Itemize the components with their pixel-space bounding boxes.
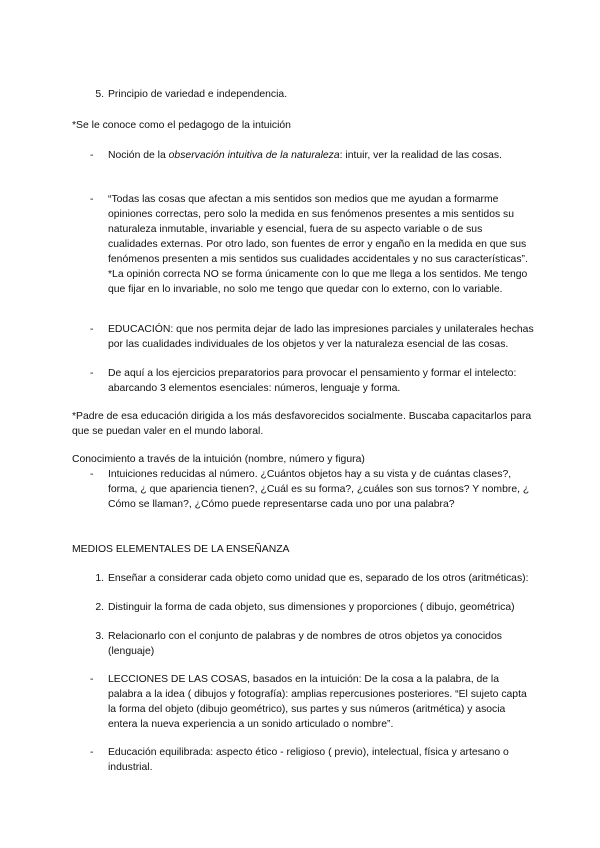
- bullet-text: EDUCACIÓN: que nos permita dejar de lado las impresiones parciales y unilaterales hechas por las cualidades individuales de los objetos y ver la naturaleza esencial de las cosas.: [108, 324, 534, 350]
- note-padre: *Padre de esa educación dirigida a los más desfavorecidos socialmente. Buscaba capacitarlos para que se puedan valer en el mundo laboral.: [72, 411, 532, 437]
- bullet-text-suffix: : intuir, ver la realidad de las cosas.: [339, 150, 502, 161]
- bullet-marker: -: [90, 194, 94, 205]
- bullet-marker: -: [90, 324, 94, 335]
- bullet-text-prefix: Noción de la: [108, 150, 169, 161]
- list-text: Principio de variedad e independencia.: [108, 89, 288, 100]
- list-number: 2.: [95, 602, 104, 613]
- bullet-marker: -: [90, 368, 94, 379]
- bullet-marker: -: [90, 674, 94, 685]
- bullet-marker: -: [90, 469, 94, 480]
- list-number: 3.: [95, 631, 104, 642]
- bullet-text: [108, 148, 534, 163]
- bullet-text: “Todas las cosas que afectan a mis sentidos son medios que me ayudan a formarme opiniones correctas, pero solo la medida en sus fenómenos presentes a mis sentidos su naturaleza inmutable, invariable y esencial, fuera de su aspecto variable o de sus cualidades externas. Por otro lado, son fuentes de error y engaño en la medida en que sus fenómenos presenten a mis sentidos sus cualidades accidentales y no sus características”. *La opinión correcta NO se forma únicamente con lo que me llega a los sentidos. Me tengo que fijar en lo invariable, no solo me tengo que quedar con lo externo, con lo variable.: [108, 194, 528, 295]
- bullet-text: Intuiciones reducidas al número. ¿Cuántos objetos hay a su vista y de cuántas clases?, forma, ¿ que apariencia tienen?, ¿Cuál es su forma?, ¿cuáles son sus tornos? Y nombre, ¿ Cómo se llaman?, ¿Cómo puede representarse cada uno por una palabra?: [108, 469, 530, 510]
- bullet-text: Educación equilibrada: aspecto ético - religioso ( previo), intelectual, física y artesano o industrial.: [108, 747, 509, 773]
- list-number: 1.: [95, 573, 104, 584]
- bullet-text: LECCIONES DE LAS COSAS, basados en la intuición: De la cosa a la palabra, de la palabra a la idea ( dibujos y fotografía): amplias repercusiones posteriores. “El sujeto capta la forma del objeto (dibujo geométrico), sus partes y sus números (aritmética) y asocia entera la nueva experiencia a un sonido articulado o nombre”.: [108, 674, 527, 730]
- note-intuicion: *Se le conoce como el pedagogo de la intuición: [72, 120, 291, 131]
- list-text: Distinguir la forma de cada objeto, sus dimensiones y proporciones ( dibujo, geométrica): [108, 602, 515, 613]
- list-number: 5.: [95, 89, 104, 100]
- list-text: Enseñar a considerar cada objeto como unidad que es, separado de los otros (aritméticas):: [108, 573, 529, 584]
- bullet-text: De aquí a los ejercicios preparatorios para provocar el pensamiento y formar el intelecto: abarcando 3 elementos esenciales: números, lenguaje y forma.: [108, 368, 517, 394]
- bullet-marker: -: [90, 747, 94, 758]
- conocimiento-heading: Conocimiento a través de la intuición (nombre, número y figura): [72, 454, 365, 465]
- bullet-marker: -: [90, 150, 94, 161]
- section-heading-medios: MEDIOS ELEMENTALES DE LA ENSEÑANZA: [72, 544, 290, 555]
- bullet-text-italic: observación intuitiva de la naturaleza: [168, 150, 340, 161]
- list-text: Relacionarlo con el conjunto de palabras y de nombres de otros objetos ya conocidos (lenguaje): [108, 631, 502, 657]
